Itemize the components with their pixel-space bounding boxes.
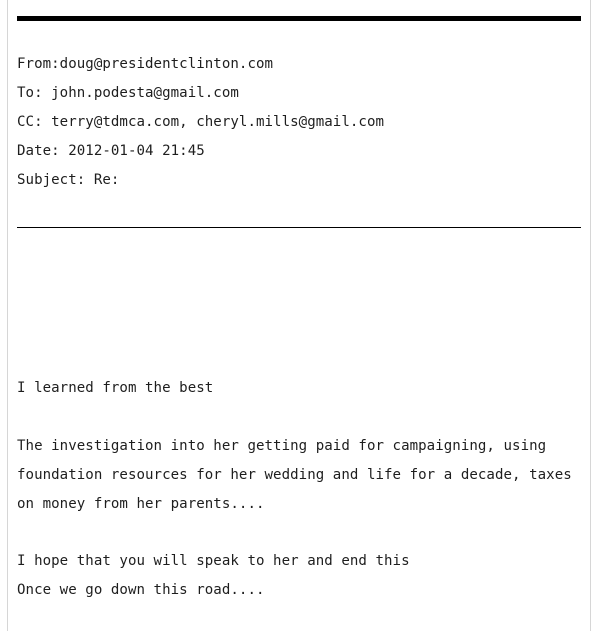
body-line: on money from her parents.... [17, 496, 265, 512]
body-line: I hope that you will speak to her and end this [17, 553, 410, 569]
top-divider [17, 16, 581, 21]
body-line: I learned from the best [17, 380, 214, 396]
body-line: Once we go down this road.... [17, 582, 265, 598]
header-cc: CC: terry@tdmca.com, cheryl.mills@gmail.com [17, 114, 385, 130]
header-divider [17, 227, 581, 228]
header-to: To: john.podesta@gmail.com [17, 85, 239, 101]
body-line: foundation resources for her wedding and life for a decade, taxes [17, 467, 572, 483]
header-from: From:doug@presidentclinton.com [17, 56, 274, 72]
body-line: The investigation into her getting paid for campaigning, using [17, 438, 547, 454]
header-date: Date: 2012-01-04 21:45 [17, 143, 205, 159]
header-subject: Subject: Re: [17, 172, 120, 188]
